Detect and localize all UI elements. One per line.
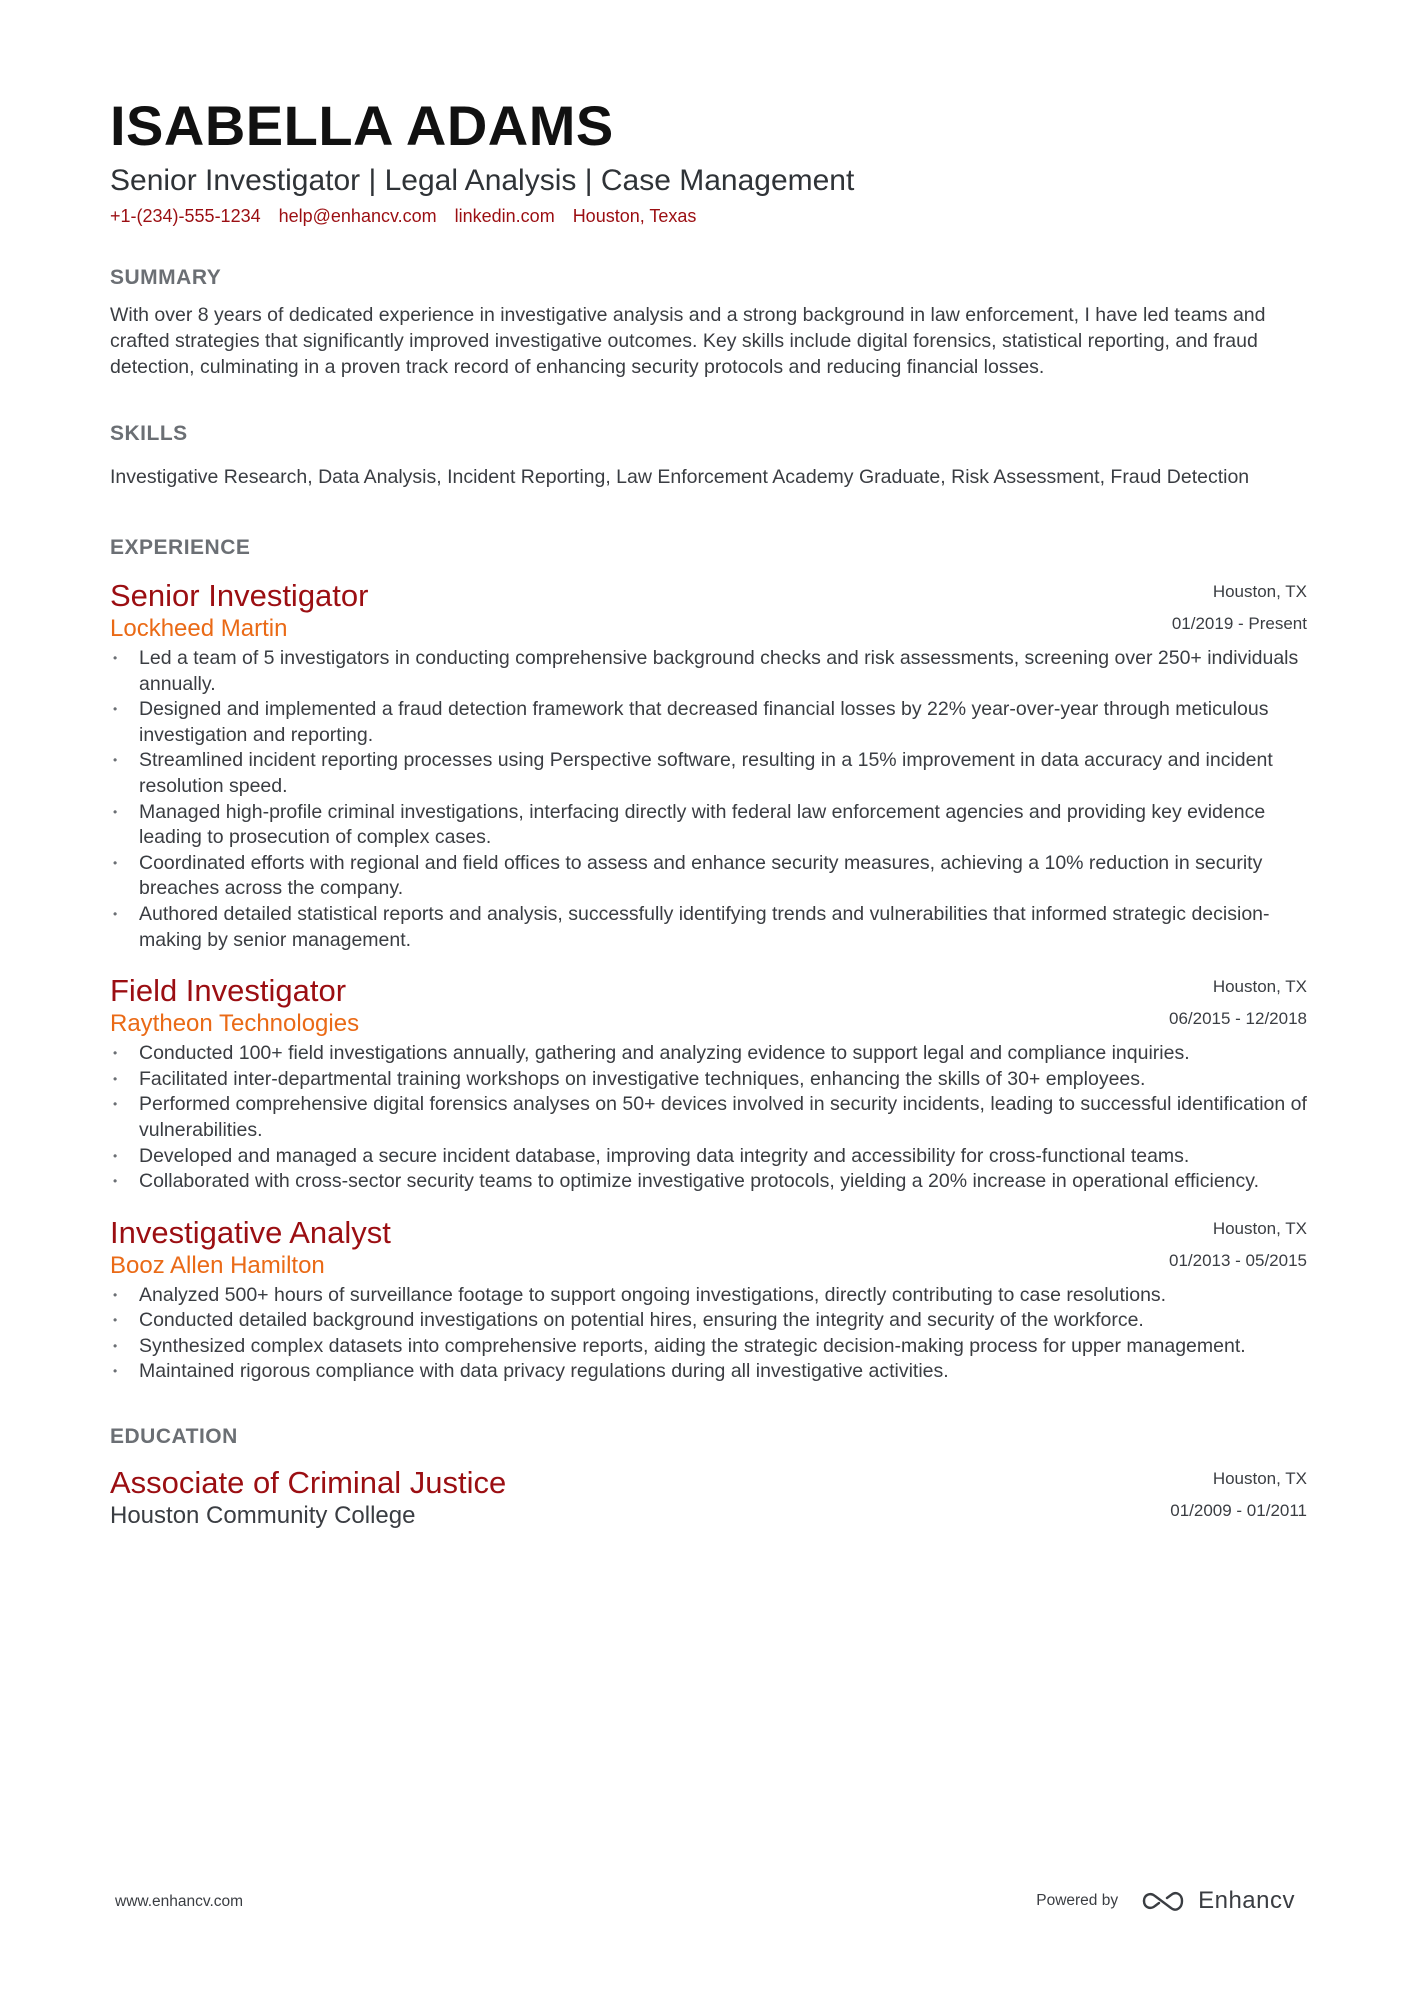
job-location: Houston, TX xyxy=(1212,977,1307,997)
bullet-item: • Led a team of 5 investigators in conducting comprehensive background checks and risk assessments, screening over 250+ individuals annually. xyxy=(110,646,1307,697)
bullet-item: • Streamlined incident reporting processes using Perspective software, resulting in a 15% improvement in data accuracy and incident resolution speed. xyxy=(110,748,1307,799)
bullet-item: • Facilitated inter-departmental training workshops on investigative techniques, enhancing the skills of 30+ employees. xyxy=(110,1067,1307,1093)
job-company: Booz Allen Hamilton xyxy=(110,1251,325,1279)
job-entry xyxy=(110,973,1307,1195)
job-dates: 06/2015 - 12/2018 xyxy=(1168,1009,1307,1029)
job-dates: 01/2013 - 05/2015 xyxy=(1168,1250,1307,1270)
bullet-item: • Coordinated efforts with regional and field offices to assess and enhance security measures, achieving a 10% reduction in security breaches across the company. xyxy=(110,851,1307,902)
bullet-item: • Managed high-profile criminal investigations, interfacing directly with federal law enforcement agencies and providing key evidence leading to prosecution of complex cases. xyxy=(110,800,1307,851)
school-name: Houston Community College xyxy=(110,1502,416,1530)
job-company: Raytheon Technologies xyxy=(110,1010,360,1038)
footer xyxy=(115,1887,1295,1917)
email-link[interactable]: help@enhancv.com xyxy=(278,206,437,226)
job-title: Senior Investigator xyxy=(110,578,369,613)
skills-section xyxy=(110,420,1307,490)
bullet-item: • Authored detailed statistical reports and analysis, successfully identifying trends and vulnerabilities that informed strategic decision-making by senior management. xyxy=(110,902,1307,953)
section-title: SKILLS xyxy=(110,422,188,445)
headline: Senior Investigator | Legal Analysis | Case Management xyxy=(110,164,855,197)
contact-row xyxy=(110,204,1307,228)
candidate-name: ISABELLA ADAMS xyxy=(110,94,614,157)
bullet-item: • Synthesized complex datasets into comprehensive reports, aiding the strategic decision-making process for upper management. xyxy=(110,1334,1307,1360)
skills-text: Investigative Research, Data Analysis, Incident Reporting, Law Enforcement Academy Graduate, Risk Assessment, Fraud Detection xyxy=(110,466,1250,488)
bullet-item: • Conducted detailed background investigations on potential hires, ensuring the integrity and security of the workforce. xyxy=(110,1308,1307,1334)
education-location: Houston, TX xyxy=(1212,1469,1307,1489)
job-title: Investigative Analyst xyxy=(110,1214,391,1250)
resume-page xyxy=(110,96,1307,1531)
experience-section xyxy=(110,534,1307,1385)
linkedin-link[interactable]: linkedin.com xyxy=(454,206,555,226)
job-bullets xyxy=(110,1041,1307,1195)
powered-by-label: Powered by xyxy=(1036,1892,1119,1909)
bullet-item: • Designed and implemented a fraud detection framework that decreased financial losses by 22% year-over-year through meticulous investigation and reporting. xyxy=(110,697,1307,748)
job-company: Lockheed Martin xyxy=(110,615,288,642)
phone-link[interactable]: +1-(234)-555-1234 xyxy=(110,206,261,226)
job-location: Houston, TX xyxy=(1212,582,1307,601)
section-title: EDUCATION xyxy=(110,1425,238,1449)
bullet-item: • Performed comprehensive digital forensics analyses on 50+ devices involved in security incidents, leading to successful identification of vulnerabilities. xyxy=(110,1092,1307,1143)
job-bullets xyxy=(110,646,1307,953)
job-location: Houston, TX xyxy=(1212,1218,1307,1238)
job-entry xyxy=(110,578,1307,953)
brand-name: Enhancv xyxy=(1198,1887,1295,1914)
brand-logo[interactable] xyxy=(1140,1887,1295,1915)
job-dates: 01/2019 - Present xyxy=(1171,614,1307,633)
enhancv-logo-icon xyxy=(1140,1889,1186,1913)
job-bullets xyxy=(110,1283,1307,1385)
bullet-item: • Analyzed 500+ hours of surveillance footage to support ongoing investigations, directly contributing to case resolutions. xyxy=(110,1283,1307,1309)
summary-section xyxy=(110,264,1307,380)
bullet-item: • Collaborated with cross-sector security teams to optimize investigative protocols, yielding a 20% increase in operational efficiency. xyxy=(110,1169,1307,1195)
job-title: Field Investigator xyxy=(110,973,347,1009)
powered-by xyxy=(1036,1887,1295,1915)
section-title: EXPERIENCE xyxy=(110,536,251,559)
bullet-item: • Conducted 100+ field investigations annually, gathering and analyzing evidence to support legal and compliance inquiries. xyxy=(110,1041,1307,1067)
section-title: SUMMARY xyxy=(110,266,222,289)
degree-title: Associate of Criminal Justice xyxy=(110,1465,507,1501)
education-entry xyxy=(110,1465,1307,1531)
education-section xyxy=(110,1423,1307,1531)
bullet-item: • Developed and managed a secure incident database, improving data integrity and accessibility for cross-functional teams. xyxy=(110,1144,1307,1170)
location-text: Houston, Texas xyxy=(572,206,697,226)
education-dates: 01/2009 - 01/2011 xyxy=(1170,1501,1307,1521)
footer-site-link[interactable]: www.enhancv.com xyxy=(115,1893,244,1910)
job-entry xyxy=(110,1215,1307,1385)
summary-text: With over 8 years of dedicated experience in investigative analysis and a strong background in law enforcement, I have led teams and crafted strategies that significantly improved investigative outcomes. Key skills include digital forensics, statistical reporting, and fraud detection, culminating in a proven track record of enhancing security protocols and reducing financial losses. xyxy=(110,304,1266,378)
bullet-item: • Maintained rigorous compliance with data privacy regulations during all investigative activities. xyxy=(110,1359,1307,1385)
